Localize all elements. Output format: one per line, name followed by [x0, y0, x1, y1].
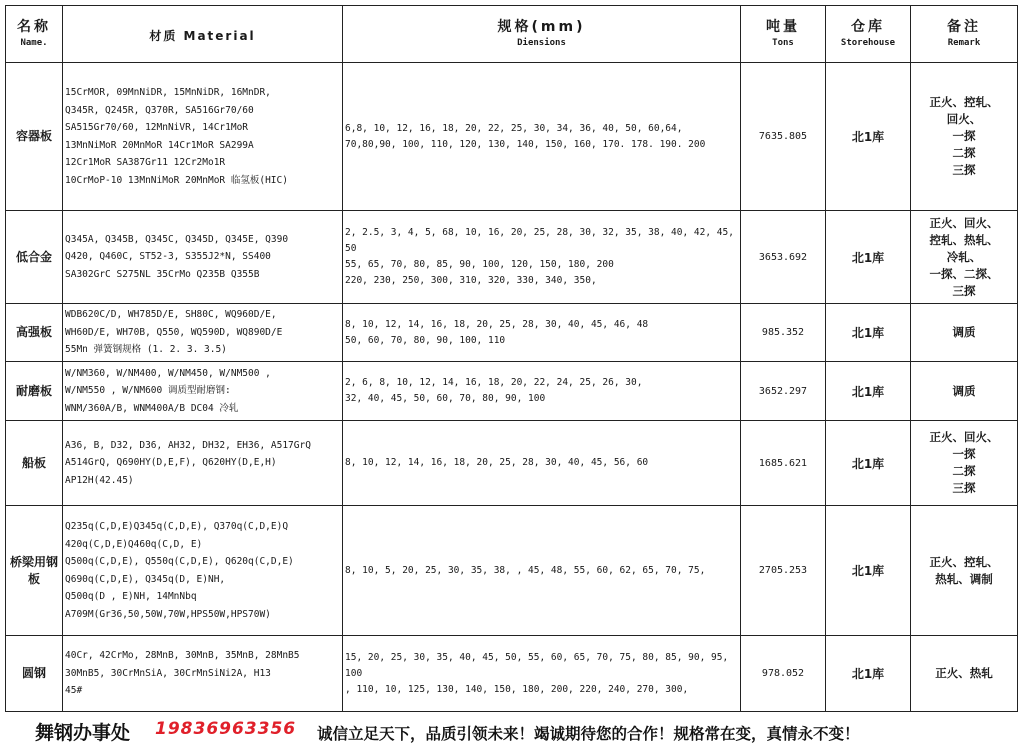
material-cell: WDB620C/D, WH785D/E, SH80C, WQ960D/E, WH60D/E, WH70B, Q550, WQ590D, WQ890D/E 55Mn 弹簧钢规格 (1. 2. 3. 3.5) — [63, 304, 343, 362]
header-spec: 规格(mm) Diensions — [343, 6, 741, 63]
table-row — [6, 362, 1018, 421]
tons-cell: 2705.253 — [741, 506, 826, 636]
storehouse-cell: 北1库 — [826, 304, 911, 362]
spec-cell: 6,8, 10, 12, 16, 18, 20, 22, 25, 30, 34, 36, 40, 50, 60,64, 70,80,90, 100, 110, 120, 130, 140, 150, 160, 170. 178. 190. 200 — [343, 63, 741, 211]
table-row — [6, 506, 1018, 636]
remark-cell: 调质 — [911, 304, 1018, 362]
table-header-row — [6, 6, 1018, 63]
material-cell: 40Cr, 42CrMo, 28MnB, 30MnB, 35MnB, 28MnB5 30MnB5, 30CrMnSiA, 30CrMnSiNi2A, H13 45# — [63, 636, 343, 712]
table-row — [6, 63, 1018, 211]
remark-cell: 正火、回火、 控轧、热轧、 冷轧、 一探、二探、 三探 — [911, 211, 1018, 304]
material-cell: 15CrMOR, 09MnNiDR, 15MnNiDR, 16MnDR, Q345R, Q245R, Q370R, SA516Gr70/60 SA515Gr70/60, 12MnNiVR, 14Cr1MoR 13MnNiMoR 20MnMoR 14Cr1MoR SA299A 12Cr1MoR SA387Gr11 12Cr2Mo1R 10CrMoP-10 13MnNiMoR 20MnMoR 临氢板(HIC) — [63, 63, 343, 211]
material-cell: A36, B, D32, D36, AH32, DH32, EH36, A517GrQ A514GrQ, Q690HY(D,E,F), Q620HY(D,E,H) AP12H(42.45) — [63, 421, 343, 506]
spec-cell: 8, 10, 5, 20, 25, 30, 35, 38, , 45, 48, 55, 60, 62, 65, 70, 75, — [343, 506, 741, 636]
spec-cell: 2, 2.5, 3, 4, 5, 68, 10, 16, 20, 25, 28, 30, 32, 35, 38, 40, 42, 45, 50 55, 65, 70, 80, 85, 90, 100, 120, 150, 180, 200 220, 230, 250, 300, 310, 320, 330, 340, 350, — [343, 211, 741, 304]
tons-cell: 985.352 — [741, 304, 826, 362]
material-cell: W/NM360, W/NM400, W/NM450, W/NM500 , W/NM550 , W/NM600 调质型耐磨钢: WNM/360A/B, WNM400A/B DC04 冷轧 — [63, 362, 343, 421]
remark-cell: 正火、热轧 — [911, 636, 1018, 712]
product-name: 耐磨板 — [6, 362, 63, 421]
storehouse-cell: 北1库 — [826, 63, 911, 211]
tons-cell: 978.052 — [741, 636, 826, 712]
remark-cell: 正火、控轧、 热轧、调制 — [911, 506, 1018, 636]
header-storehouse: 仓库 Storehouse — [826, 6, 911, 63]
spec-cell: 15, 20, 25, 30, 35, 40, 45, 50, 55, 60, 65, 70, 75, 80, 85, 90, 95, 100 , 110, 10, 125, 130, 140, 150, 180, 200, 220, 240, 270, 300, — [343, 636, 741, 712]
footer-banner — [5, 714, 1017, 750]
product-name: 高强板 — [6, 304, 63, 362]
tons-cell: 3652.297 — [741, 362, 826, 421]
material-cell: Q235q(C,D,E)Q345q(C,D,E), Q370q(C,D,E)Q 420q(C,D,E)Q460q(C,D, E) Q500q(C,D,E), Q550q(C,D,E), Q620q(C,D,E) Q690q(C,D,E), Q345q(D, E)NH, Q500q(D , E)NH, 14MnNbq A709M(Gr36,50,50W,70W,HPS50W,HPS70W) — [63, 506, 343, 636]
office-name: 舞钢办事处 — [35, 722, 131, 744]
header-name: 名称 Name. — [6, 6, 63, 63]
steel-inventory-sheet — [5, 5, 1017, 712]
remark-cell: 调质 — [911, 362, 1018, 421]
product-name: 容器板 — [6, 63, 63, 211]
slogan-text: 诚信立足天下，品质引领未来！竭诚期待您的合作！规格常在变，真情永不变！ — [317, 725, 860, 743]
storehouse-cell: 北1库 — [826, 362, 911, 421]
storehouse-cell: 北1库 — [826, 636, 911, 712]
inventory-table — [5, 5, 1018, 712]
header-remark: 备注 Remark — [911, 6, 1018, 63]
spec-cell: 8, 10, 12, 14, 16, 18, 20, 25, 28, 30, 40, 45, 56, 60 — [343, 421, 741, 506]
phone-number[interactable]: 19836963356 — [155, 719, 297, 739]
table-row — [6, 211, 1018, 304]
product-name: 低合金 — [6, 211, 63, 304]
table-row — [6, 304, 1018, 362]
product-name: 船板 — [6, 421, 63, 506]
tons-cell: 3653.692 — [741, 211, 826, 304]
table-row — [6, 636, 1018, 712]
spec-cell: 2, 6, 8, 10, 12, 14, 16, 18, 20, 22, 24, 25, 26, 30, 32, 40, 45, 50, 60, 70, 80, 90, 100 — [343, 362, 741, 421]
tons-cell: 7635.805 — [741, 63, 826, 211]
product-name: 桥梁用钢板 — [6, 506, 63, 636]
storehouse-cell: 北1库 — [826, 211, 911, 304]
remark-cell: 正火、回火、 一探 二探 三探 — [911, 421, 1018, 506]
table-row — [6, 421, 1018, 506]
storehouse-cell: 北1库 — [826, 421, 911, 506]
product-name: 圆钢 — [6, 636, 63, 712]
material-cell: Q345A, Q345B, Q345C, Q345D, Q345E, Q390 Q420, Q460C, ST52-3, S355J2*N, SS400 SA302GrC S275NL 35CrMo Q235B Q355B — [63, 211, 343, 304]
storehouse-cell: 北1库 — [826, 506, 911, 636]
header-material: 材质 Material — [63, 6, 343, 63]
remark-cell: 正火、控轧、 回火、 一探 二探 三探 — [911, 63, 1018, 211]
spec-cell: 8, 10, 12, 14, 16, 18, 20, 25, 28, 30, 40, 45, 46, 48 50, 60, 70, 80, 90, 100, 110 — [343, 304, 741, 362]
header-tons: 吨量 Tons — [741, 6, 826, 63]
tons-cell: 1685.621 — [741, 421, 826, 506]
